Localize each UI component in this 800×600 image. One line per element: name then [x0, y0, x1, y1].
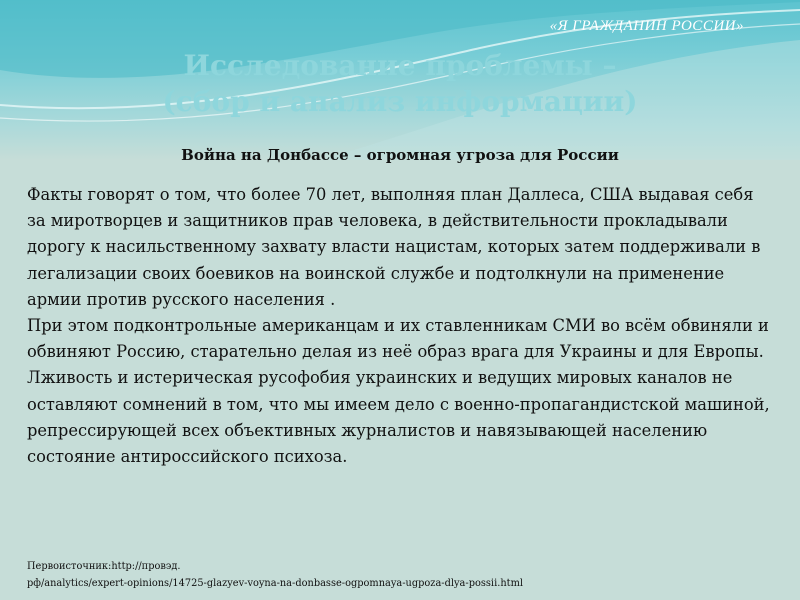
page-title — [0, 48, 800, 120]
source-line-2: рф/analytics/expert-opinions/14725-glazyev-voyna-na-donbasse-ogpomnaya-ugpoza-dlya-possii.html — [27, 578, 523, 589]
title-line-2: (сбор и анализ информации) — [162, 85, 638, 118]
source-line-1: Первоисточник:http://провэд. — [27, 561, 181, 572]
source-citation — [27, 558, 787, 592]
body-text — [27, 182, 777, 470]
paragraph-2: При этом подконтрольные американцам и их ставленникам СМИ во всём обвиняли и обвиняют Россию, старательно делая из неё образ врага для Украины и для Европы. Лживость и истерическая русофобия украинских и ведущих мировых каналов не оставляют сомнений в том, что мы имеем дело с военно-пропагандистской машиной, репрессирующей всех объективных журналистов и навязывающей населению состояние антироссийского психоза. — [27, 316, 770, 467]
paragraph-1: Факты говорят о том, что более 70 лет, выполняя план Даллеса, США выдавая себя за миротворцев и защитников прав человека, в действительности прокладывали дорогу к насильственному захвату власти нацистам, которых затем поддерживали в легализации своих боевиков на воинской службе и подтолкнули на применение армии против русского населения . — [27, 185, 761, 309]
title-line-1: Исследование проблемы – — [183, 49, 617, 82]
section-subtitle: Война на Донбассе – огромная угроза для России — [181, 146, 619, 164]
header-tag: «Я ГРАЖДАНИН РОССИИ» — [549, 18, 744, 34]
